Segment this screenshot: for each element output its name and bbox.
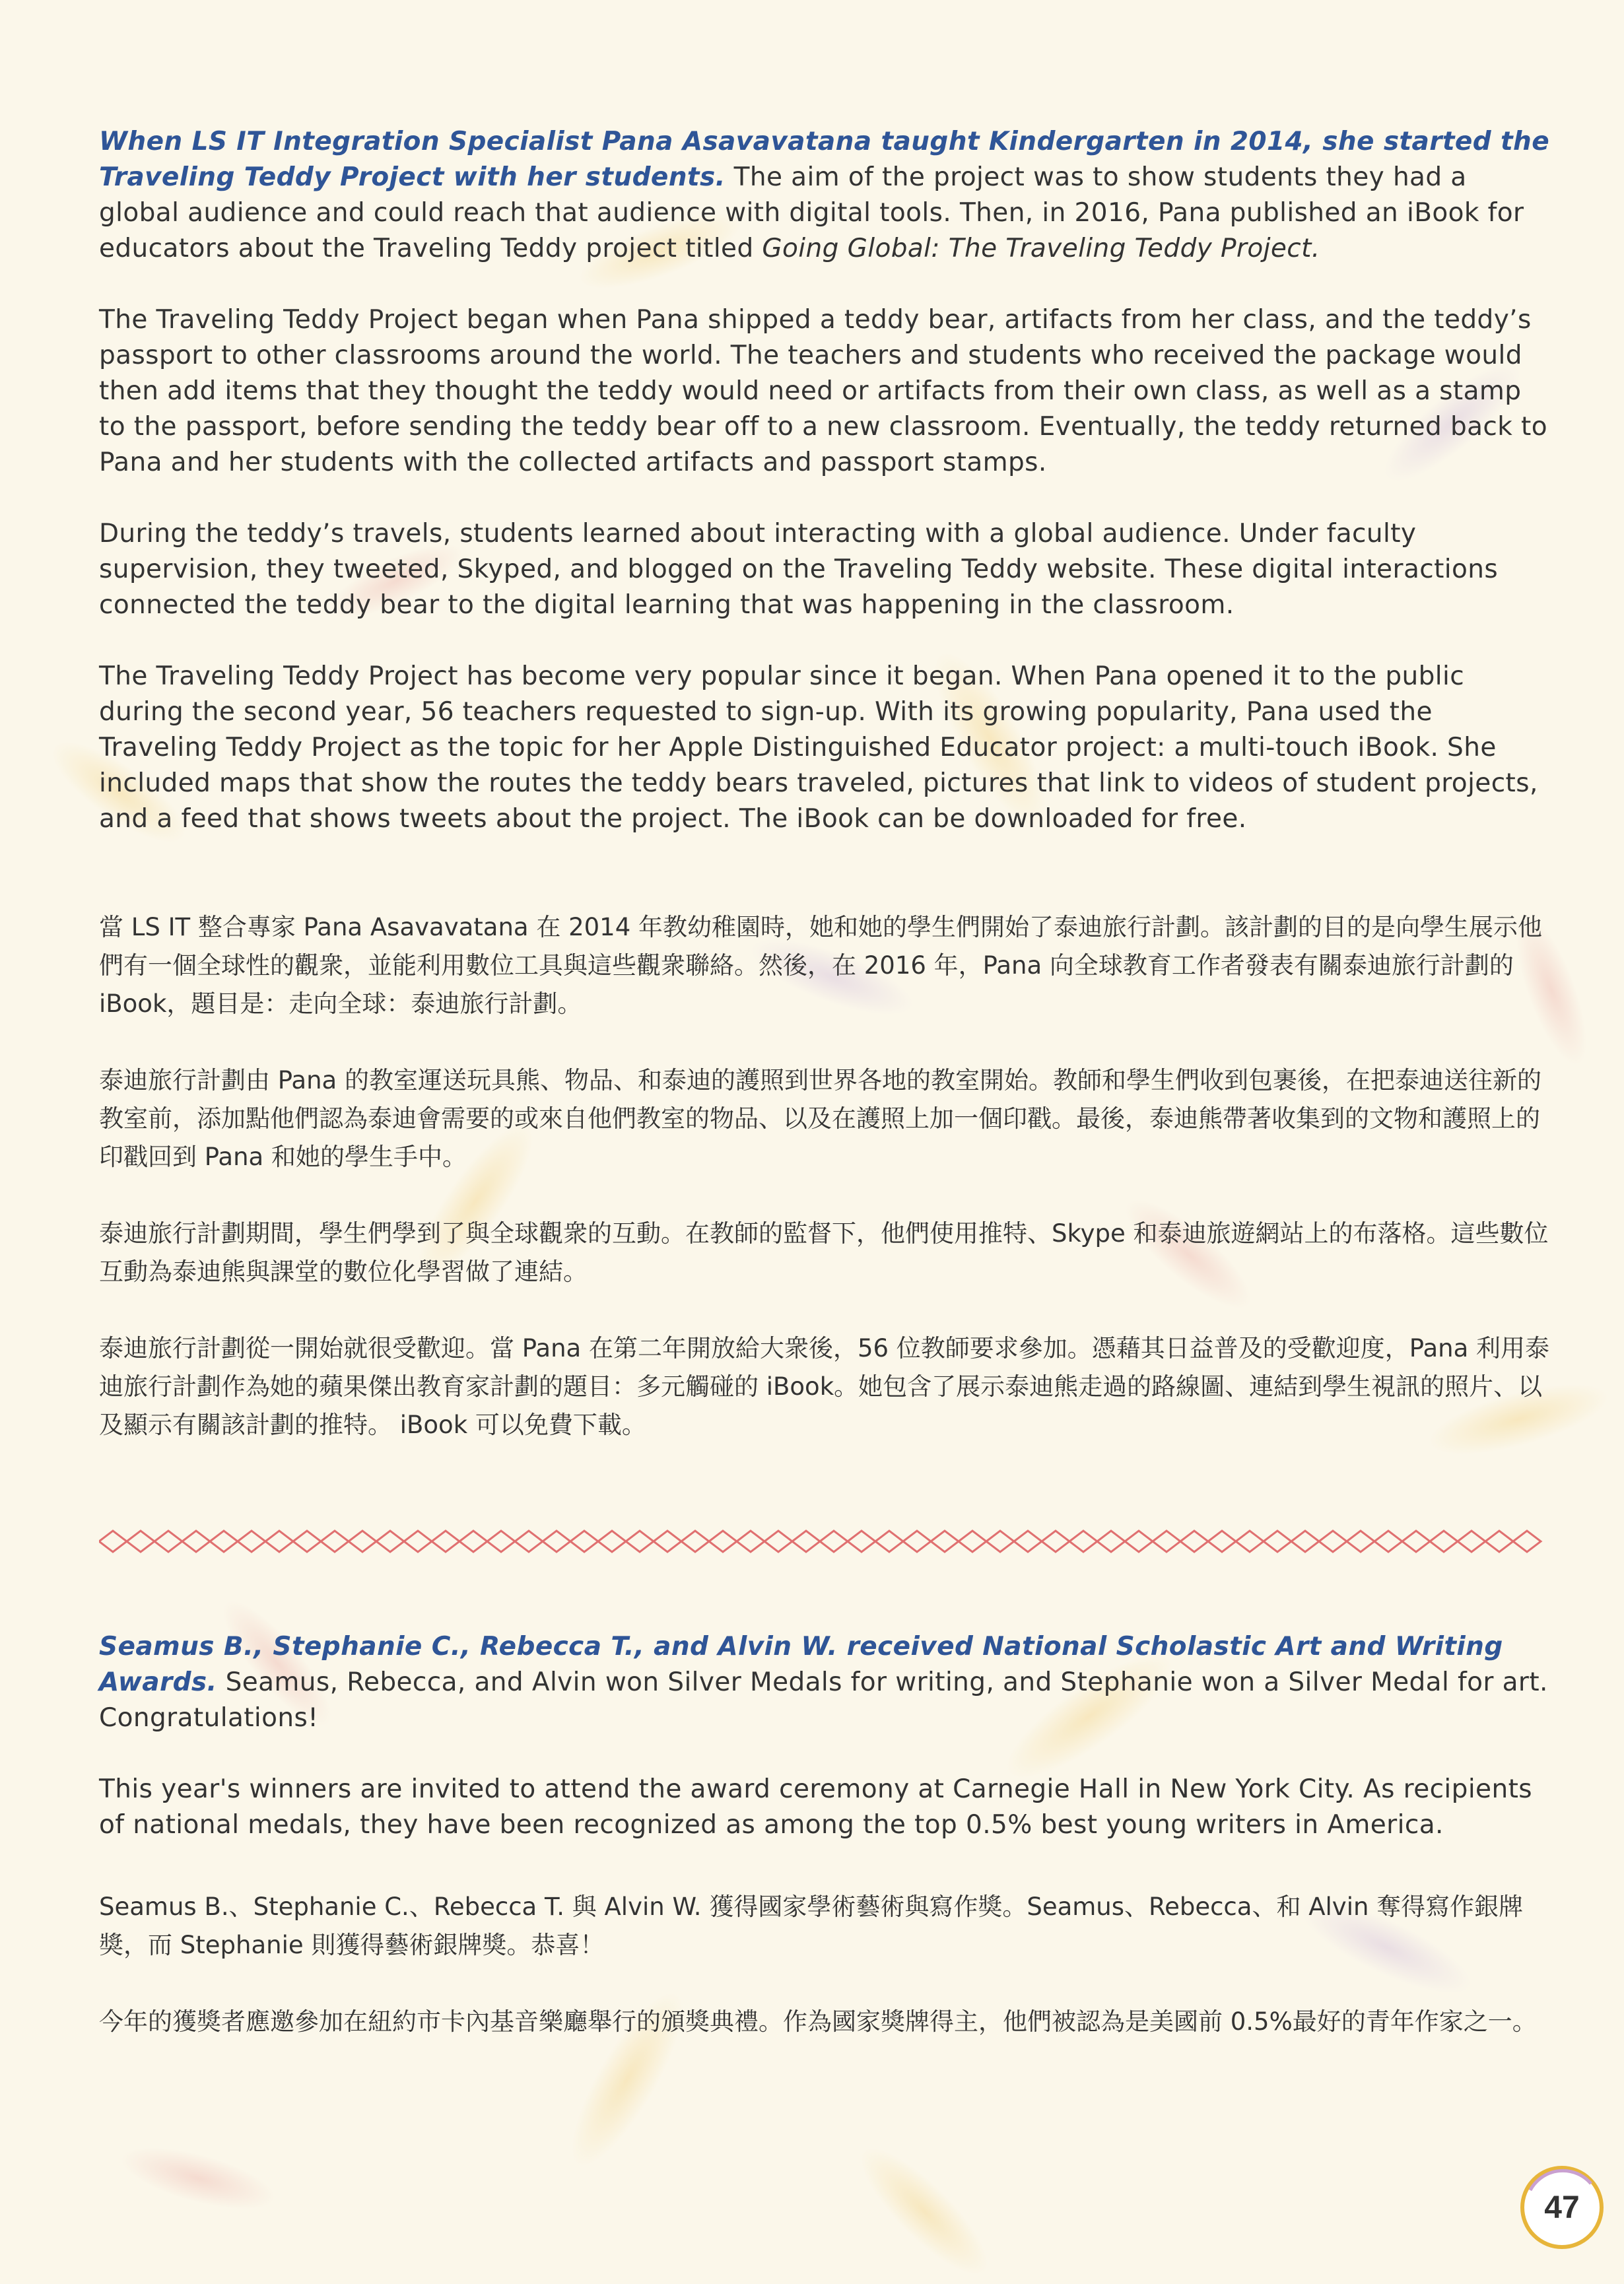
diamond-shape xyxy=(875,1531,903,1552)
diamond-shape xyxy=(432,1531,459,1552)
teddy-zh-paragraph-1: 當 LS IT 整合專家 Pana Asavavatana 在 2014 年教幼稚園時，她和她的學生們開始了泰迪旅行計劃。該計劃的目的是向學生展示他們有一個全球性的觀衆，並能利用數位工具與這些觀衆聯絡。然後，在 2016 年，Pana 向全球教育工作者發表有關泰迪旅行計劃的 iBook，題目是：走向全球：泰迪旅行計劃。 xyxy=(99,913,1543,1018)
diamond-shape xyxy=(321,1531,349,1552)
ibook-title: Going Global: The Traveling Teddy Project. xyxy=(762,234,1320,263)
teddy-en-paragraph-3: During the teddy’s travels, students learned about interacting with a global audience. Under faculty supervision, they tweeted, Skyped, and blogged on the Traveling Teddy website. These digital interactions connected the teddy bear to the digital learning that was happening in the classroom. xyxy=(99,519,1499,620)
diamond-shape xyxy=(931,1531,959,1552)
awards-headline: Seamus B., Stephanie C., Rebecca T., and Alvin W. received National Scholastic Art and Writing Awards. xyxy=(99,1632,1503,1697)
diamond-shape xyxy=(1485,1531,1513,1552)
page-number-badge xyxy=(1518,2164,1606,2251)
diamond-shape xyxy=(1014,1531,1042,1552)
diamond-shape xyxy=(154,1531,182,1552)
diamond-shape xyxy=(709,1531,737,1552)
diamond-shape xyxy=(626,1531,654,1552)
diamond-shape xyxy=(1402,1531,1430,1552)
diamond-shape xyxy=(737,1531,764,1552)
diamond-shape xyxy=(1291,1531,1319,1552)
diamond-shape xyxy=(1430,1531,1458,1552)
teddy-zh-paragraph-4: 泰迪旅行計劃從一開始就很受歡迎。當 Pana 在第二年開放給大衆後，56 位教師要求參加。憑藉其日益普及的受歡迎度，Pana 利用泰迪旅行計劃作為她的蘋果傑出教育家計劃的題目：多元觸碰的 iBook。她包含了展示泰迪熊走過的路線圖、連結到學生視訊的照片、以及顯示有關該計劃的推特。 iBook 可以免費下載。 xyxy=(99,1334,1550,1439)
diamond-shape xyxy=(182,1531,210,1552)
diamond-shape xyxy=(1319,1531,1347,1552)
diamond-shape xyxy=(99,1531,127,1552)
diamond-shape xyxy=(515,1531,543,1552)
diamond-shape xyxy=(1125,1531,1153,1552)
diamond-shape xyxy=(1513,1531,1541,1552)
awards-en-paragraph-2: This year's winners are invited to attend the award ceremony at Carnegie Hall in New York City. As recipients of national medals, they have been recognized as among the top 0.5% best young writers in America. xyxy=(99,1774,1532,1840)
awards-zh-paragraph-1: Seamus B.、Stephanie C.、Rebecca T. 與 Alvin W. 獲得國家學術藝術與寫作獎。Seamus、Rebecca、和 Alvin 奪得寫作銀牌獎，而 Stephanie 則獲得藝術銀牌獎。恭喜！ xyxy=(99,1893,1524,1959)
diamond-shape xyxy=(349,1531,376,1552)
diamond-shape xyxy=(210,1531,238,1552)
teddy-en-paragraph-2: The Traveling Teddy Project began when Pana shipped a teddy bear, artifacts from her class, and the teddy’s passport to other classrooms around the world. The teachers and students who received the package would then add items that they thought the teddy would need or artifacts from their own class, as well as a stamp to the passport, before sending the teddy bear off to a new classroom. Eventually, the teddy returned back to Pana and her students with the collected artifacts and passport stamps. xyxy=(99,305,1547,477)
diamond-shape xyxy=(570,1531,598,1552)
diamond-shape xyxy=(1458,1531,1485,1552)
page-content xyxy=(99,124,1551,1444)
diamond-shape xyxy=(1208,1531,1236,1552)
diamond-shape xyxy=(1374,1531,1402,1552)
diamond-shape xyxy=(1153,1531,1180,1552)
diamond-shape xyxy=(681,1531,709,1552)
teddy-en-p1-body: The aim of the project was to show students they had a global audience and could reach that audience with digital tools. Then, in 2016, Pana published an iBook for educators about the Traveling Teddy project titled xyxy=(99,162,1524,263)
diamond-shape xyxy=(820,1531,848,1552)
diamond-shape xyxy=(986,1531,1014,1552)
diamond-shape xyxy=(1264,1531,1291,1552)
diamond-shape xyxy=(404,1531,432,1552)
diamond-divider xyxy=(99,1525,1545,1558)
diamond-shape xyxy=(598,1531,626,1552)
diamond-shape xyxy=(848,1531,875,1552)
diamond-shape xyxy=(1236,1531,1264,1552)
diamond-shape xyxy=(376,1531,404,1552)
teddy-en-paragraph-1 xyxy=(99,124,1551,267)
diamond-shape xyxy=(487,1531,515,1552)
diamond-shape xyxy=(764,1531,792,1552)
diamond-shape xyxy=(459,1531,487,1552)
diamond-shape xyxy=(1042,1531,1069,1552)
diamond-shape xyxy=(1097,1531,1125,1552)
diamond-shape xyxy=(1180,1531,1208,1552)
diamond-shape xyxy=(1347,1531,1374,1552)
diamond-shape xyxy=(543,1531,570,1552)
diamond-shape xyxy=(265,1531,293,1552)
diamond-shape xyxy=(903,1531,931,1552)
diamond-shape xyxy=(1069,1531,1097,1552)
teddy-en-paragraph-4: The Traveling Teddy Project has become very popular since it began. When Pana opened it to the public during the second year, 56 teachers requested to sign-up. With its growing popularity, Pana used the Traveling Teddy Project as the topic for her Apple Distinguished Educator project: a multi-touch iBook. She included maps that show the routes the teddy bears traveled, pictures that link to videos of student projects, and a feed that shows tweets about the project. The iBook can be downloaded for free. xyxy=(99,661,1538,834)
diamond-shape xyxy=(654,1531,681,1552)
diamond-shape xyxy=(959,1531,986,1552)
awards-zh-paragraph-2: 今年的獲獎者應邀參加在紐約市卡內基音樂廳舉行的頒獎典禮。作為國家獎牌得主，他們被認為是美國前 0.5%最好的青年作家之一。 xyxy=(99,2007,1537,2036)
diamond-shape xyxy=(792,1531,820,1552)
teddy-zh-paragraph-3: 泰迪旅行計劃期間，學生們學到了與全球觀衆的互動。在教師的監督下，他們使用推特、Skype 和泰迪旅遊網站上的布落格。這些數位互動為泰迪熊與課堂的數位化學習做了連結。 xyxy=(99,1219,1549,1286)
teddy-headline: When LS IT Integration Specialist Pana Asavavatana taught Kindergarten in 2014, she started the Traveling Teddy Project with her students. xyxy=(99,127,1550,192)
awards-content xyxy=(99,1629,1551,2041)
teddy-zh-paragraph-2: 泰迪旅行計劃由 Pana 的教室運送玩具熊、物品、和泰迪的護照到世界各地的教室開始。教師和學生們收到包裹後，在把泰迪送往新的教室前，添加點他們認為泰迪會需要的或來自他們教室的物品、以及在護照上加一個印戳。最後，泰迪熊帶著收集到的文物和護照上的印戳回到 Pana 和她的學生手中。 xyxy=(99,1066,1541,1171)
page-number: 47 xyxy=(1544,2190,1580,2225)
diamond-shape xyxy=(127,1531,154,1552)
diamond-shape xyxy=(238,1531,265,1552)
diamond-shape xyxy=(293,1531,321,1552)
awards-en-p1-body: Seamus, Rebecca, and Alvin won Silver Medals for writing, and Stephanie won a Silver Medal for art. Congratulations! xyxy=(99,1667,1548,1733)
awards-en-paragraph-1 xyxy=(99,1629,1551,1736)
